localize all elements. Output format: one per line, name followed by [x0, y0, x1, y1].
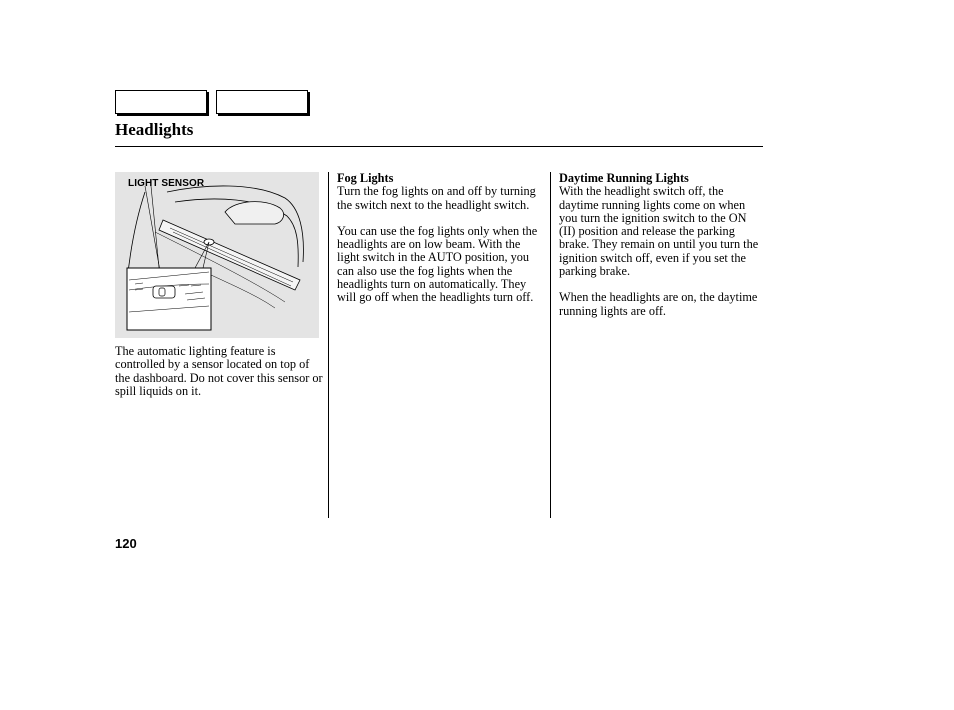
sensor-description — [115, 345, 323, 398]
sensor-paragraph: The automatic lighting feature is controlled by a sensor located on top of the dashboard. Do not cover this sensor or spill liquids on it. — [115, 344, 323, 398]
drl-heading: Daytime Running Lights — [559, 171, 689, 185]
nav-tab-index[interactable] — [216, 90, 308, 114]
fog-lights-section — [337, 172, 545, 305]
drl-paragraph-2: When the headlights are on, the daytime running lights are off. — [559, 290, 758, 318]
nav-tab-main-menu[interactable] — [115, 90, 207, 114]
page-title: Headlights — [115, 120, 194, 139]
light-sensor-illustration — [115, 172, 319, 338]
figure-label: LIGHT SENSOR — [128, 178, 205, 189]
drl-paragraph-1: With the headlight switch off, the daytime running lights come on when you turn the ignition switch to the ON (II) position and release the parking brake. They remain on until you turn the ignition switch off, even if you set the parking brake. — [559, 184, 759, 279]
page-number: 120 — [115, 536, 137, 551]
title-rule — [115, 146, 763, 147]
drl-section — [559, 172, 765, 318]
fog-lights-paragraph-1: Turn the fog lights on and off by turning the switch next to the headlight switch. — [337, 184, 536, 212]
fog-lights-paragraph-2: You can use the fog lights only when the headlights are on low beam. With the light switch in the AUTO position, you can also use the fog lights when the headlights turn on automatically. They will go off when the headlights turn off. — [337, 223, 538, 305]
fog-lights-heading: Fog Lights — [337, 171, 394, 185]
column-divider — [328, 172, 329, 518]
dashboard-sensor-drawing — [115, 172, 319, 338]
column-divider — [550, 172, 551, 518]
